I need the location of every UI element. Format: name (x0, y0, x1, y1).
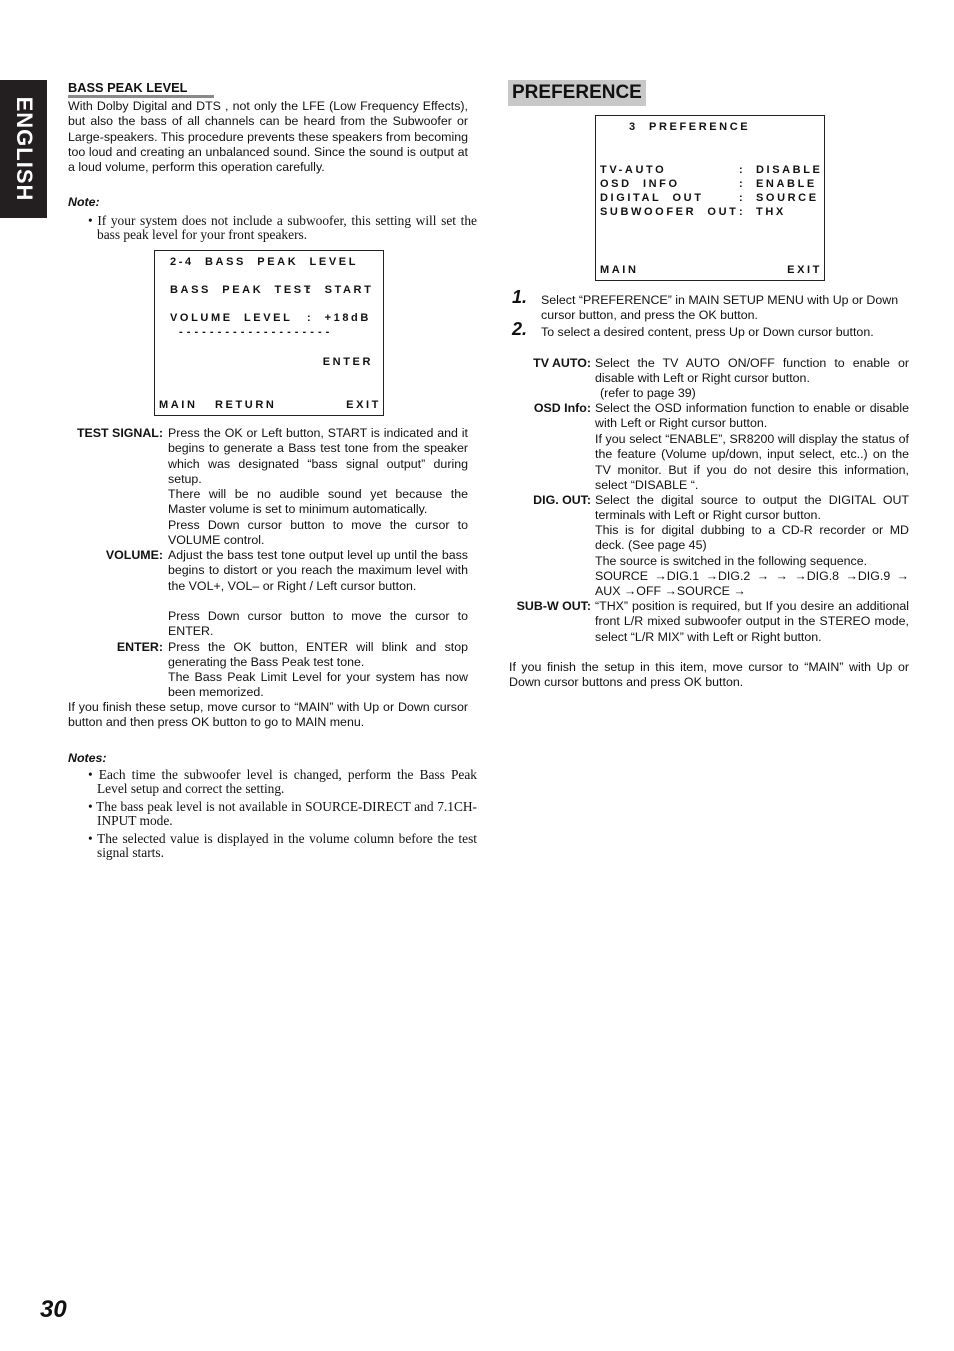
tv-auto-label: TV AUTO: (533, 356, 591, 370)
osd-info-text-2: If you select “ENABLE”, SR8200 will display the status of the feature (Volume up/down, input select, etc..) on the TV monitor. But if you do not desire this information, select “DISABLE “. (595, 432, 909, 492)
osd-colon: : (739, 178, 746, 190)
volume-label: VOLUME: (105, 548, 163, 562)
osd-colon: : (739, 192, 746, 204)
preference-heading: PREFERENCE (508, 80, 646, 106)
osd-digital-out-label: DIGITAL OUT (600, 192, 704, 204)
osd-return: RETURN (215, 399, 277, 411)
language-tab (0, 80, 47, 218)
test-signal-text-2: There will be no audible sound yet because the Master volume is set to minimum automatically. (168, 487, 468, 517)
preference-osd-screen (595, 115, 825, 281)
tv-auto-text: Select the TV AUTO ON/OFF function to enable or disable with Left or Right cursor button. (595, 356, 909, 386)
osd-main: MAIN (159, 399, 198, 411)
osd-tv-auto-label: TV-AUTO (600, 164, 667, 176)
test-signal-label: TEST SIGNAL: (76, 426, 163, 440)
bass-finish-text: If you finish these setup, move cursor to “MAIN” with Up or Down cursor button and then press OK button to go to MAIN menu. (68, 700, 468, 730)
osd-colon: : (739, 206, 746, 218)
dig-out-label: DIG. OUT: (533, 493, 591, 507)
step-2-text: To select a desired content, press Up or Down cursor button. (541, 325, 874, 339)
bass-intro: With Dolby Digital and DTS , not only the LFE (Low Frequency Effects), but also the bass of all channels can be heard from the Subwoofer or Large-speakers. This procedure prevents these speakers from becoming too loud and creating an unbalanced sound. Since the sound is output at a loud volume, perform this operation carefully. (68, 99, 468, 175)
dig-out-text-3: The source is switched in the following sequence. (595, 554, 868, 568)
osd-bass-peak-test-value: : START (307, 284, 374, 296)
note-item: • The selected value is displayed in the volume column before the test signal starts. (88, 831, 477, 860)
osd-osd-info-label: OSD INFO (600, 178, 680, 190)
osd-title: 2-4 BASS PEAK LEVEL (170, 256, 359, 268)
osd-dashes: - - - - - - - - - - - - - - - - - - - - (179, 326, 330, 338)
subw-out-label: SUB-W OUT: (516, 599, 591, 613)
volume-text-2: Press Down cursor button to move the cursor to ENTER. (168, 609, 468, 639)
dig-out-sequence: SOURCE →DIG.1 →DIG.2 → → →DIG.8 →DIG.9 → AUX →OFF →SOURCE → (595, 569, 909, 599)
enter-text-2: The Bass Peak Limit Level for your system has now been memorized. (168, 670, 468, 700)
step-1-number: 1. (512, 287, 528, 307)
page-number: 30 (40, 1296, 67, 1323)
enter-text: Press the OK button, ENTER will blink and stop generating the Bass Peak test tone. (168, 640, 468, 670)
osd-exit: EXIT (346, 399, 381, 411)
osd-enter: ENTER (322, 356, 373, 368)
dig-out-text-2: This is for digital dubbing to a CD-R recorder or MD deck. (See page 45) (595, 523, 909, 553)
osd-title: 3 PREFERENCE (629, 121, 751, 133)
note-bullet: • If your system does not include a subwoofer, this setting will set the bass peak level for your front speakers. (88, 213, 477, 242)
osd-digital-out-value: SOURCE (756, 192, 819, 204)
osd-main: MAIN (600, 264, 639, 276)
note-label: Note: (68, 195, 100, 209)
step-1-text: Select “PREFERENCE” in MAIN SETUP MENU with Up or Down cursor button, and press the OK button. (541, 293, 899, 323)
osd-info-text: Select the OSD information function to enable or disable with Left or Right cursor button. (595, 401, 909, 431)
notes-label: Notes: (68, 751, 107, 765)
osd-colon: : (739, 164, 746, 176)
osd-bass-peak-test-label: BASS PEAK TEST (170, 284, 314, 296)
bass-osd-screen (154, 250, 384, 416)
pref-finish-text: If you finish the setup in this item, move cursor to “MAIN” with Up or Down cursor buttons and press OK button. (509, 660, 909, 690)
osd-tv-auto-value: DISABLE (756, 164, 823, 176)
osd-volume-level-value: : +18dB (307, 312, 371, 324)
subw-out-text: “THX” position is required, but If you desire an additional front L/R mixed subwoofer output in the STEREO mode, select “L/R MIX” with Left or Right button. (595, 599, 909, 644)
volume-text: Adjust the bass test tone output level up until the bass begins to distort or you reach the maximum level with the VOL+, VOL– or Right / Left cursor button. (168, 548, 468, 593)
osd-volume-level-label: VOLUME LEVEL (170, 312, 293, 324)
bass-peak-level-heading: BASS PEAK LEVEL (68, 80, 214, 98)
osd-subwoofer-out-label: SUBWOOFER OUT (600, 206, 739, 218)
osd-info-label: OSD Info: (533, 401, 591, 415)
language-tab-label: ENGLISH (11, 96, 37, 202)
step-2-number: 2. (512, 319, 528, 339)
osd-subwoofer-out-value: THX (756, 206, 786, 218)
tv-auto-ref: (refer to page 39) (600, 386, 696, 400)
osd-osd-info-value: ENABLE (756, 178, 817, 190)
enter-label: ENTER: (116, 640, 163, 654)
test-signal-text-3: Press Down cursor button to move the cursor to VOLUME control. (168, 518, 468, 548)
dig-out-text: Select the digital source to output the DIGITAL OUT terminals with Left or Right cursor button. (595, 493, 909, 523)
test-signal-text: Press the OK or Left button, START is indicated and it begins to generate a Bass test tone from the speaker which was designated “bass signal output” during setup. (168, 426, 468, 486)
osd-exit: EXIT (787, 264, 822, 276)
note-item: • Each time the subwoofer level is changed, perform the Bass Peak Level setup and correct the setting. (88, 767, 477, 796)
note-item: • The bass peak level is not available in SOURCE-DIRECT and 7.1CH-INPUT mode. (88, 799, 477, 828)
